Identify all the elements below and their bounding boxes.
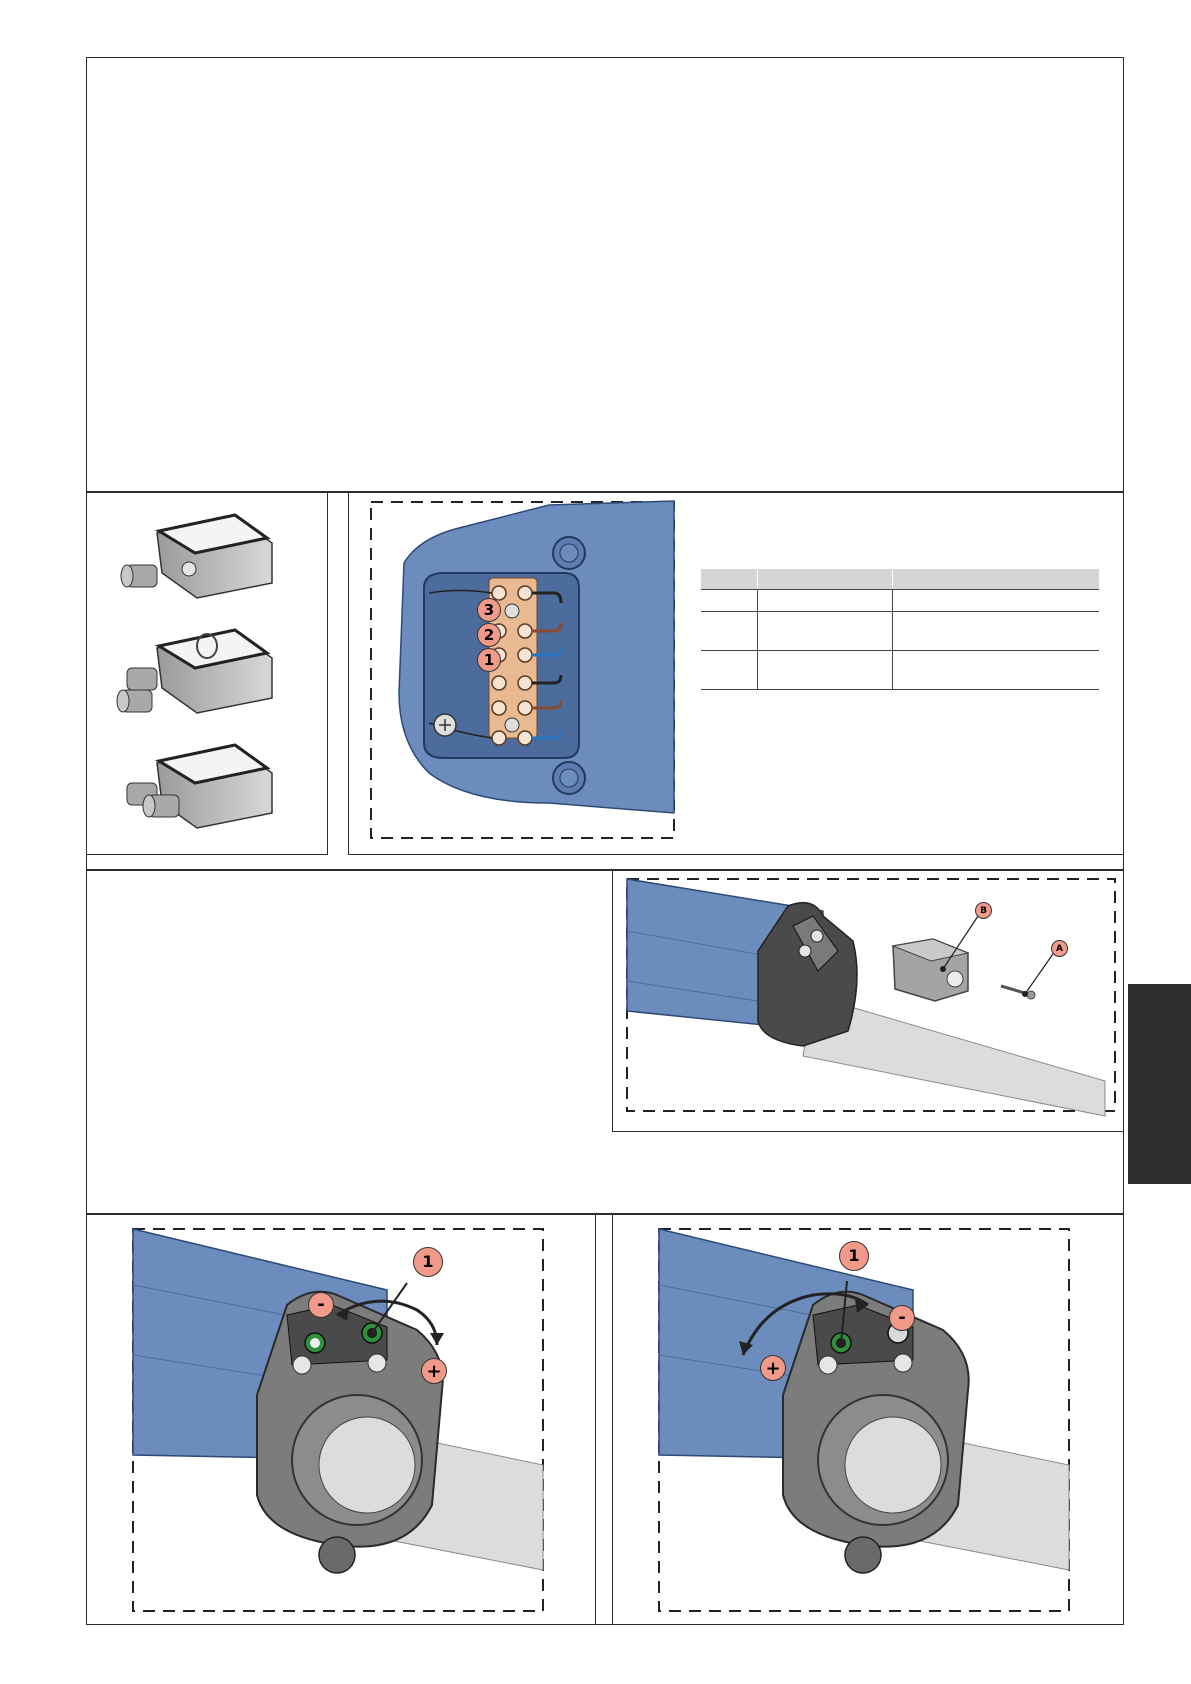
table-cell [701, 590, 758, 612]
table-cell [893, 612, 1100, 651]
table-cell [893, 651, 1100, 690]
terminal-block-illustration [349, 493, 679, 854]
table-row [701, 612, 1099, 651]
right-plus-badge [760, 1355, 786, 1381]
callout-number: 1 [848, 1246, 860, 1265]
junction-box-3 [127, 745, 272, 828]
plus-sign: + [765, 1358, 781, 1379]
right-adjust-illustration [613, 1215, 1123, 1624]
junction-box-1 [121, 515, 272, 598]
junction-box-panel [86, 492, 328, 855]
callout-b-badge [975, 902, 992, 919]
junction-box-2 [117, 630, 272, 713]
rod-cover-panel [612, 870, 1124, 1132]
table-header [893, 569, 1100, 590]
terminal-number: 1 [483, 651, 495, 669]
table-cell [758, 651, 893, 690]
table-cell [893, 590, 1100, 612]
terminal-panel [348, 492, 1124, 855]
table-cell [758, 612, 893, 651]
terminal-badge-2 [477, 623, 501, 647]
callout-number: 1 [422, 1252, 434, 1271]
table-header [701, 569, 758, 590]
wiring-table [701, 569, 1099, 690]
right-callout-number-badge [839, 1241, 869, 1271]
left-adjust-panel [86, 1214, 596, 1625]
left-plus-badge [421, 1358, 447, 1384]
junction-box-illustrations [87, 493, 327, 854]
table-cell [701, 651, 758, 690]
table-header-row [701, 569, 1099, 590]
left-minus-badge [308, 1292, 334, 1318]
right-adjust-panel [612, 1214, 1124, 1625]
terminal-badge-3 [477, 598, 501, 622]
right-minus-badge [889, 1305, 915, 1331]
table-cell [701, 612, 758, 651]
terminal-number: 3 [483, 601, 495, 619]
terminal-badge-1 [477, 648, 501, 672]
callout-a: A [1056, 944, 1063, 954]
plus-sign: + [426, 1361, 442, 1382]
table-cell [758, 590, 893, 612]
minus-sign: - [898, 1307, 906, 1328]
rod-cover-illustration [613, 871, 1123, 1131]
callout-b: B [980, 906, 987, 916]
table-row [701, 651, 1099, 690]
table-header [758, 569, 893, 590]
table-row [701, 590, 1099, 612]
section-tab [1128, 984, 1191, 1184]
callout-a-badge [1051, 940, 1068, 957]
minus-sign: - [317, 1294, 325, 1315]
left-callout-number-badge [413, 1247, 443, 1277]
left-adjust-illustration [87, 1215, 595, 1624]
terminal-number: 2 [483, 626, 495, 644]
